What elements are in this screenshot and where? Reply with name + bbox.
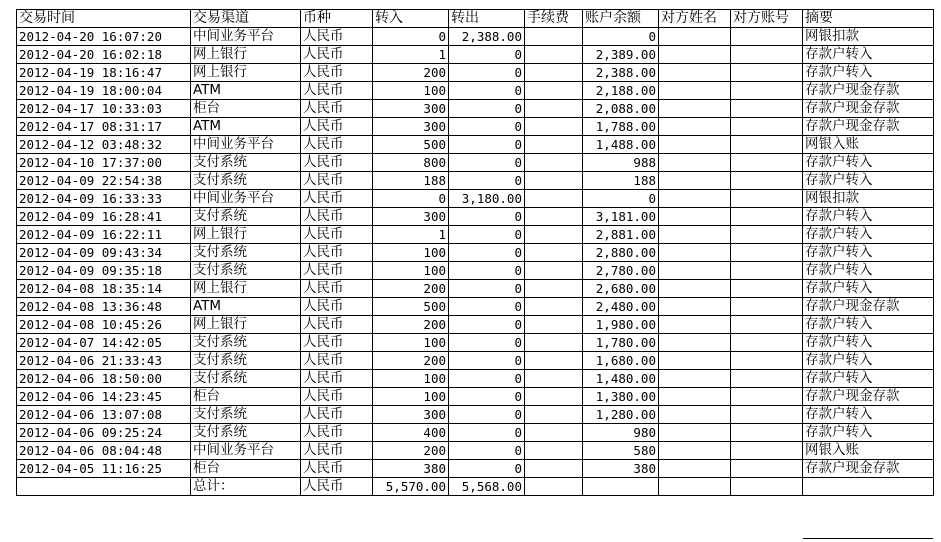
cell-summary: 存款户现金存款: [803, 100, 934, 118]
cell-counterparty-account: [731, 460, 803, 478]
cell-counterparty-name: [659, 244, 731, 262]
cell-fee: [525, 64, 583, 82]
cell-channel: 中间业务平台: [191, 190, 301, 208]
table-row: [17, 46, 934, 64]
cell-summary: 网银扣款: [803, 28, 934, 46]
col-header-in: 转入: [373, 10, 449, 28]
cell-summary: 存款户转入: [803, 154, 934, 172]
cell-summary: 存款户现金存款: [803, 298, 934, 316]
col-header-fee: 手续费: [525, 10, 583, 28]
cell-counterparty-account: [731, 46, 803, 64]
table-row: [17, 172, 934, 190]
cell-time: 2012-04-10 17:37:00: [17, 154, 191, 172]
cell-time: 2012-04-09 09:43:34: [17, 244, 191, 262]
cell-out: 0: [449, 154, 525, 172]
cell-currency: 人民币: [301, 370, 373, 388]
cell-fee: [525, 118, 583, 136]
cell-summary: 存款户现金存款: [803, 460, 934, 478]
cell-balance: 380: [583, 460, 659, 478]
cell-out: 0: [449, 118, 525, 136]
footer-divider: [803, 538, 933, 539]
cell-counterparty-name: [659, 100, 731, 118]
cell-fee: [525, 226, 583, 244]
cell-channel: 中间业务平台: [191, 28, 301, 46]
cell-balance: 1,980.00: [583, 316, 659, 334]
cell-time: 2012-04-17 10:33:03: [17, 100, 191, 118]
cell-channel: 网上银行: [191, 226, 301, 244]
table-row: [17, 316, 934, 334]
cell-counterparty-name: [659, 262, 731, 280]
table-row: [17, 64, 934, 82]
cell-out: 2,388.00: [449, 28, 525, 46]
table-row: [17, 388, 934, 406]
cell-fee: [525, 424, 583, 442]
col-header-currency: 币种: [301, 10, 373, 28]
cell-counterparty-account: [731, 190, 803, 208]
cell-time: 2012-04-19 18:16:47: [17, 64, 191, 82]
cell-time: 2012-04-05 11:16:25: [17, 460, 191, 478]
table-row: [17, 226, 934, 244]
cell-counterparty-account: [731, 316, 803, 334]
table-row: [17, 298, 934, 316]
cell-in: 100: [373, 334, 449, 352]
cell-fee: [525, 352, 583, 370]
cell-counterparty-account: [731, 298, 803, 316]
transaction-table: [16, 9, 934, 496]
cell-out: 0: [449, 352, 525, 370]
cell-time: 2012-04-20 16:07:20: [17, 28, 191, 46]
cell-time: 2012-04-09 16:28:41: [17, 208, 191, 226]
cell-channel: ATM: [191, 82, 301, 100]
cell-summary: 存款户现金存款: [803, 388, 934, 406]
cell-counterparty-account: [731, 352, 803, 370]
cell-counterparty-name: [659, 406, 731, 424]
col-header-time: 交易时间: [17, 10, 191, 28]
cell-out: 0: [449, 244, 525, 262]
cell-counterparty-account: [731, 334, 803, 352]
table-row: [17, 118, 934, 136]
cell-currency: 人民币: [301, 244, 373, 262]
table-row: [17, 244, 934, 262]
cell-time: 2012-04-08 13:36:48: [17, 298, 191, 316]
cell-channel: 支付系统: [191, 334, 301, 352]
cell-out: 0: [449, 136, 525, 154]
cell-counterparty-name: [659, 226, 731, 244]
cell-out: 3,180.00: [449, 190, 525, 208]
cell-counterparty-name: [659, 136, 731, 154]
cell-channel: 柜台: [191, 388, 301, 406]
table-row: [17, 442, 934, 460]
cell-time: 2012-04-09 22:54:38: [17, 172, 191, 190]
cell-counterparty-account: [731, 442, 803, 460]
cell-balance: 1,480.00: [583, 370, 659, 388]
cell-counterparty-account: [731, 424, 803, 442]
total-summary: [803, 478, 934, 496]
cell-counterparty-account: [731, 100, 803, 118]
table-row: [17, 406, 934, 424]
cell-fee: [525, 298, 583, 316]
cell-counterparty-account: [731, 28, 803, 46]
cell-summary: 存款户转入: [803, 424, 934, 442]
cell-fee: [525, 244, 583, 262]
total-in: 5,570.00: [373, 478, 449, 496]
cell-counterparty-account: [731, 154, 803, 172]
cell-counterparty-name: [659, 370, 731, 388]
cell-summary: 网银入账: [803, 136, 934, 154]
cell-balance: 2,881.00: [583, 226, 659, 244]
cell-summary: 存款户转入: [803, 352, 934, 370]
cell-channel: 支付系统: [191, 208, 301, 226]
cell-time: 2012-04-06 18:50:00: [17, 370, 191, 388]
cell-channel: 网上银行: [191, 46, 301, 64]
cell-balance: 1,788.00: [583, 118, 659, 136]
cell-fee: [525, 208, 583, 226]
cell-currency: 人民币: [301, 334, 373, 352]
cell-counterparty-name: [659, 154, 731, 172]
cell-channel: 柜台: [191, 460, 301, 478]
cell-counterparty-name: [659, 208, 731, 226]
cell-in: 300: [373, 118, 449, 136]
cell-fee: [525, 154, 583, 172]
cell-time: 2012-04-06 09:25:24: [17, 424, 191, 442]
cell-balance: 1,780.00: [583, 334, 659, 352]
total-counterparty-name: [659, 478, 731, 496]
cell-fee: [525, 442, 583, 460]
cell-balance: 2,480.00: [583, 298, 659, 316]
cell-out: 0: [449, 424, 525, 442]
cell-counterparty-account: [731, 370, 803, 388]
cell-out: 0: [449, 100, 525, 118]
cell-time: 2012-04-06 08:04:48: [17, 442, 191, 460]
cell-in: 200: [373, 280, 449, 298]
cell-time: 2012-04-07 14:42:05: [17, 334, 191, 352]
table-row: [17, 190, 934, 208]
cell-summary: 存款户转入: [803, 370, 934, 388]
cell-balance: 580: [583, 442, 659, 460]
cell-channel: 网上银行: [191, 64, 301, 82]
cell-fee: [525, 136, 583, 154]
cell-balance: 1,380.00: [583, 388, 659, 406]
cell-balance: 1,488.00: [583, 136, 659, 154]
cell-counterparty-account: [731, 244, 803, 262]
cell-counterparty-name: [659, 46, 731, 64]
cell-in: 200: [373, 316, 449, 334]
cell-summary: 存款户转入: [803, 244, 934, 262]
cell-summary: 存款户转入: [803, 316, 934, 334]
cell-in: 500: [373, 136, 449, 154]
table-row: [17, 370, 934, 388]
cell-out: 0: [449, 262, 525, 280]
cell-fee: [525, 370, 583, 388]
cell-in: 100: [373, 82, 449, 100]
cell-in: 100: [373, 262, 449, 280]
cell-in: 300: [373, 406, 449, 424]
table-row: [17, 460, 934, 478]
cell-channel: 支付系统: [191, 262, 301, 280]
cell-out: 0: [449, 388, 525, 406]
cell-counterparty-name: [659, 424, 731, 442]
col-header-summary: 摘要: [803, 10, 934, 28]
cell-out: 0: [449, 64, 525, 82]
cell-summary: 存款户转入: [803, 334, 934, 352]
cell-summary: 网银扣款: [803, 190, 934, 208]
cell-in: 300: [373, 100, 449, 118]
table-row: [17, 154, 934, 172]
cell-currency: 人民币: [301, 136, 373, 154]
cell-fee: [525, 406, 583, 424]
cell-channel: 网上银行: [191, 316, 301, 334]
cell-currency: 人民币: [301, 406, 373, 424]
cell-fee: [525, 316, 583, 334]
cell-currency: 人民币: [301, 154, 373, 172]
cell-out: 0: [449, 82, 525, 100]
cell-balance: 3,181.00: [583, 208, 659, 226]
cell-time: 2012-04-06 14:23:45: [17, 388, 191, 406]
cell-fee: [525, 28, 583, 46]
cell-balance: 980: [583, 424, 659, 442]
cell-balance: 2,780.00: [583, 262, 659, 280]
cell-channel: 支付系统: [191, 172, 301, 190]
cell-summary: 存款户转入: [803, 172, 934, 190]
cell-in: 0: [373, 190, 449, 208]
total-counterparty-account: [731, 478, 803, 496]
cell-summary: 存款户转入: [803, 46, 934, 64]
cell-counterparty-account: [731, 388, 803, 406]
cell-channel: 支付系统: [191, 244, 301, 262]
cell-currency: 人民币: [301, 172, 373, 190]
cell-counterparty-name: [659, 298, 731, 316]
table-row: [17, 208, 934, 226]
cell-summary: 存款户转入: [803, 262, 934, 280]
cell-counterparty-name: [659, 442, 731, 460]
cell-time: 2012-04-06 21:33:43: [17, 352, 191, 370]
cell-counterparty-name: [659, 352, 731, 370]
cell-in: 400: [373, 424, 449, 442]
cell-counterparty-name: [659, 28, 731, 46]
cell-summary: 存款户转入: [803, 208, 934, 226]
cell-channel: 支付系统: [191, 424, 301, 442]
cell-time: 2012-04-09 16:33:33: [17, 190, 191, 208]
cell-in: 200: [373, 442, 449, 460]
cell-balance: 2,088.00: [583, 100, 659, 118]
cell-fee: [525, 334, 583, 352]
cell-time: 2012-04-09 16:22:11: [17, 226, 191, 244]
cell-channel: 中间业务平台: [191, 442, 301, 460]
cell-time: 2012-04-08 18:35:14: [17, 280, 191, 298]
cell-summary: 网银入账: [803, 442, 934, 460]
cell-balance: 2,680.00: [583, 280, 659, 298]
cell-currency: 人民币: [301, 352, 373, 370]
cell-channel: 支付系统: [191, 406, 301, 424]
cell-counterparty-name: [659, 82, 731, 100]
cell-in: 300: [373, 208, 449, 226]
total-fee: [525, 478, 583, 496]
table-row: [17, 424, 934, 442]
cell-fee: [525, 82, 583, 100]
cell-counterparty-account: [731, 82, 803, 100]
cell-in: 200: [373, 64, 449, 82]
cell-fee: [525, 280, 583, 298]
cell-time: 2012-04-20 16:02:18: [17, 46, 191, 64]
cell-channel: 柜台: [191, 100, 301, 118]
cell-out: 0: [449, 406, 525, 424]
cell-currency: 人民币: [301, 424, 373, 442]
cell-fee: [525, 100, 583, 118]
cell-in: 100: [373, 370, 449, 388]
cell-currency: 人民币: [301, 298, 373, 316]
cell-currency: 人民币: [301, 262, 373, 280]
col-header-counterparty-name: 对方姓名: [659, 10, 731, 28]
cell-in: 1: [373, 226, 449, 244]
cell-currency: 人民币: [301, 442, 373, 460]
cell-out: 0: [449, 460, 525, 478]
cell-currency: 人民币: [301, 460, 373, 478]
table-row: [17, 28, 934, 46]
cell-in: 188: [373, 172, 449, 190]
cell-fee: [525, 172, 583, 190]
total-label: 总计：: [191, 478, 301, 496]
table-row: [17, 334, 934, 352]
cell-counterparty-name: [659, 190, 731, 208]
cell-channel: 支付系统: [191, 370, 301, 388]
cell-fee: [525, 388, 583, 406]
cell-counterparty-name: [659, 460, 731, 478]
col-header-balance: 账户余额: [583, 10, 659, 28]
cell-in: 100: [373, 244, 449, 262]
cell-out: 0: [449, 172, 525, 190]
cell-counterparty-name: [659, 280, 731, 298]
cell-counterparty-account: [731, 64, 803, 82]
total-out: 5,568.00: [449, 478, 525, 496]
cell-summary: 存款户转入: [803, 406, 934, 424]
cell-time: 2012-04-12 03:48:32: [17, 136, 191, 154]
cell-balance: 2,880.00: [583, 244, 659, 262]
cell-balance: 1,680.00: [583, 352, 659, 370]
cell-summary: 存款户转入: [803, 226, 934, 244]
cell-out: 0: [449, 334, 525, 352]
cell-summary: 存款户转入: [803, 64, 934, 82]
cell-currency: 人民币: [301, 316, 373, 334]
cell-time: 2012-04-19 18:00:04: [17, 82, 191, 100]
cell-fee: [525, 46, 583, 64]
cell-time: 2012-04-09 09:35:18: [17, 262, 191, 280]
cell-counterparty-account: [731, 226, 803, 244]
cell-counterparty-account: [731, 280, 803, 298]
total-currency: 人民币: [301, 478, 373, 496]
cell-in: 200: [373, 352, 449, 370]
cell-counterparty-name: [659, 316, 731, 334]
cell-summary: 存款户转入: [803, 280, 934, 298]
cell-currency: 人民币: [301, 28, 373, 46]
cell-channel: 网上银行: [191, 280, 301, 298]
cell-counterparty-name: [659, 118, 731, 136]
cell-out: 0: [449, 226, 525, 244]
cell-currency: 人民币: [301, 64, 373, 82]
header-row: [17, 10, 934, 28]
cell-currency: 人民币: [301, 118, 373, 136]
cell-counterparty-name: [659, 172, 731, 190]
table-row: [17, 280, 934, 298]
cell-out: 0: [449, 442, 525, 460]
cell-balance: 1,280.00: [583, 406, 659, 424]
cell-out: 0: [449, 46, 525, 64]
table-row: [17, 262, 934, 280]
cell-summary: 存款户现金存款: [803, 82, 934, 100]
table-row: [17, 352, 934, 370]
cell-counterparty-account: [731, 136, 803, 154]
cell-counterparty-name: [659, 388, 731, 406]
cell-currency: 人民币: [301, 226, 373, 244]
cell-currency: 人民币: [301, 280, 373, 298]
cell-fee: [525, 262, 583, 280]
cell-fee: [525, 190, 583, 208]
cell-balance: 2,388.00: [583, 64, 659, 82]
col-header-counterparty-account: 对方账号: [731, 10, 803, 28]
cell-channel: ATM: [191, 118, 301, 136]
cell-counterparty-account: [731, 208, 803, 226]
col-header-out: 转出: [449, 10, 525, 28]
cell-currency: 人民币: [301, 46, 373, 64]
cell-balance: 0: [583, 190, 659, 208]
cell-balance: 188: [583, 172, 659, 190]
cell-out: 0: [449, 298, 525, 316]
cell-in: 1: [373, 46, 449, 64]
cell-in: 100: [373, 388, 449, 406]
cell-counterparty-account: [731, 406, 803, 424]
cell-counterparty-name: [659, 64, 731, 82]
cell-channel: 支付系统: [191, 352, 301, 370]
total-blank-cell: [17, 478, 191, 496]
cell-out: 0: [449, 280, 525, 298]
cell-balance: 0: [583, 28, 659, 46]
cell-out: 0: [449, 208, 525, 226]
table-row: [17, 100, 934, 118]
cell-channel: 中间业务平台: [191, 136, 301, 154]
cell-balance: 2,188.00: [583, 82, 659, 100]
cell-in: 380: [373, 460, 449, 478]
cell-currency: 人民币: [301, 190, 373, 208]
cell-currency: 人民币: [301, 388, 373, 406]
cell-channel: 支付系统: [191, 154, 301, 172]
cell-currency: 人民币: [301, 208, 373, 226]
cell-time: 2012-04-06 13:07:08: [17, 406, 191, 424]
cell-counterparty-account: [731, 172, 803, 190]
cell-counterparty-account: [731, 118, 803, 136]
total-row: [17, 478, 934, 496]
cell-time: 2012-04-17 08:31:17: [17, 118, 191, 136]
cell-balance: 2,389.00: [583, 46, 659, 64]
cell-currency: 人民币: [301, 82, 373, 100]
cell-out: 0: [449, 370, 525, 388]
table-row: [17, 136, 934, 154]
cell-in: 800: [373, 154, 449, 172]
cell-balance: 988: [583, 154, 659, 172]
cell-in: 0: [373, 28, 449, 46]
cell-in: 500: [373, 298, 449, 316]
cell-fee: [525, 460, 583, 478]
cell-currency: 人民币: [301, 100, 373, 118]
cell-out: 0: [449, 316, 525, 334]
total-balance: [583, 478, 659, 496]
col-header-channel: 交易渠道: [191, 10, 301, 28]
table-row: [17, 82, 934, 100]
cell-channel: ATM: [191, 298, 301, 316]
cell-time: 2012-04-08 10:45:26: [17, 316, 191, 334]
cell-summary: 存款户现金存款: [803, 118, 934, 136]
cell-counterparty-account: [731, 262, 803, 280]
cell-counterparty-name: [659, 334, 731, 352]
